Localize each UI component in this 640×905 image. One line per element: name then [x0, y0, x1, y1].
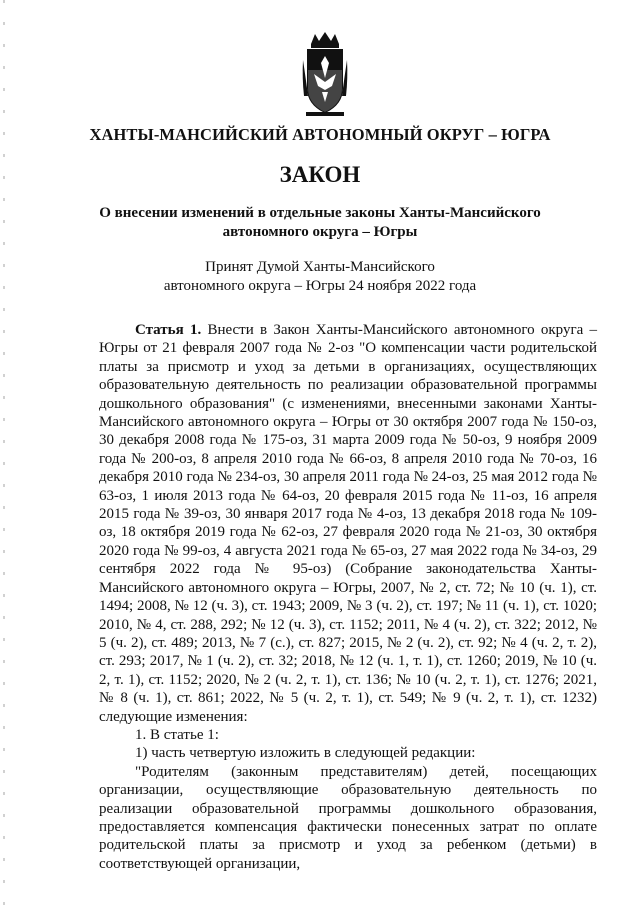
coat-of-arms-emblem: [302, 30, 348, 118]
law-body: [99, 321, 597, 873]
law-subtitle: [90, 204, 550, 242]
quoted-paragraph: "Родителям (законным представителям) детей, посещающих организации, осуществляющие образовательную деятельность по реализации образовательной программы дошкольного образования, предоставляется компенсация фактически понесенных затрат по оплате родительской платы за присмотр и уход за ребенком (детьми) в соответствующей организации,: [99, 763, 597, 872]
document-type-heading: ЗАКОН: [279, 162, 361, 187]
subitem-paragraph: 1) часть четвертую изложить в следующей редакции:: [135, 745, 476, 762]
article-paragraph: [99, 321, 597, 726]
article-text: Внести в Закон Ханты-Мансийского автономного округа – Югры от 21 февраля 2007 года № 2-оз "О компенсации части родительской платы за присмотр и уход за детьми в организациях, осуществляющих образовательную деятельность по реализации образовательной программы дошкольного образования" (с изменениями, внесенными законами Ханты-Мансийского автономного округа – Югры от 30 октября 2007 года № 150-оз, 30 декабря 2008 года № 175-оз, 31 марта 2009 года № 50-оз, 9 ноября 2009 года № 200-оз, 8 апреля 2010 года № 66-оз, 8 апреля 2010 года № 70-оз, 16 декабря 2010 года № 234-оз, 30 апреля 2011 года № 24-оз, 25 мая 2012 года № 63-оз, 1 июля 2013 года № 64-оз, 20 февраля 2015 года № 11-оз, 16 апреля 2015 года № 39-оз, 30 января 2017 года № 4-оз, 13 декабря 2018 года № 109-оз, 18 октября 2019 года № 62-оз, 27 февраля 2020 года № 21-оз, 30 октября 2020 года № 99-оз, 4 августа 2021 года № 65-оз, 27 мая 2022 года № 34-оз, 29 сентября 2022 года № 95-оз) (Собрание законодательства Ханты-Мансийского автономного округа – Югры, 2007, № 2, ст. 72; № 10 (ч. 1), ст. 1494; 2008, № 12 (ч. 3), ст. 1943; 2009, № 3 (ч. 2), ст. 197; № 11 (ч. 1), ст. 1020; 2010, № 4, ст. 288, 292; № 12 (ч. 3), ст. 1152; 2011, № 4 (ч. 2), ст. 322; 2012, № 5 (ч. 2), ст. 489; 2013, № 7 (с.), ст. 827; 2015, № 2 (ч. 2), ст. 92; № 4 (ч. 2, т. 2), ст. 293; 2017, № 1 (ч. 2), ст. 32; 2018, № 12 (ч. 1, т. 1), ст. 1260; 2019, № 10 (ч. 2, т. 1), ст. 1152; 2020, № 2 (ч. 2, т. 1), ст. 136; № 10 (ч. 2, т. 1), ст. 1276; 2021, № 8 (ч. 1), ст. 861; 2022, № 5 (ч. 2, т. 1), ст. 549; № 9 (ч. 2, т. 1), ст. 1232) следующие изменения:: [99, 322, 598, 725]
item-paragraph: 1. В статье 1:: [135, 726, 219, 743]
subtitle-line: О внесении изменений в отдельные законы Ханты-Мансийского: [99, 205, 541, 221]
adoption-note: [150, 258, 490, 296]
article-label: Статья 1.: [135, 322, 202, 338]
region-title: ХАНТЫ-МАНСИЙСКИЙ АВТОНОМНЫЙ ОКРУГ – ЮГРА: [89, 125, 551, 144]
subtitle-line: автономного округа – Югры: [222, 224, 418, 240]
adoption-line: автономного округа – Югры 24 ноября 2022 года: [163, 278, 477, 294]
adoption-line: Принят Думой Ханты-Мансийского: [205, 259, 435, 275]
